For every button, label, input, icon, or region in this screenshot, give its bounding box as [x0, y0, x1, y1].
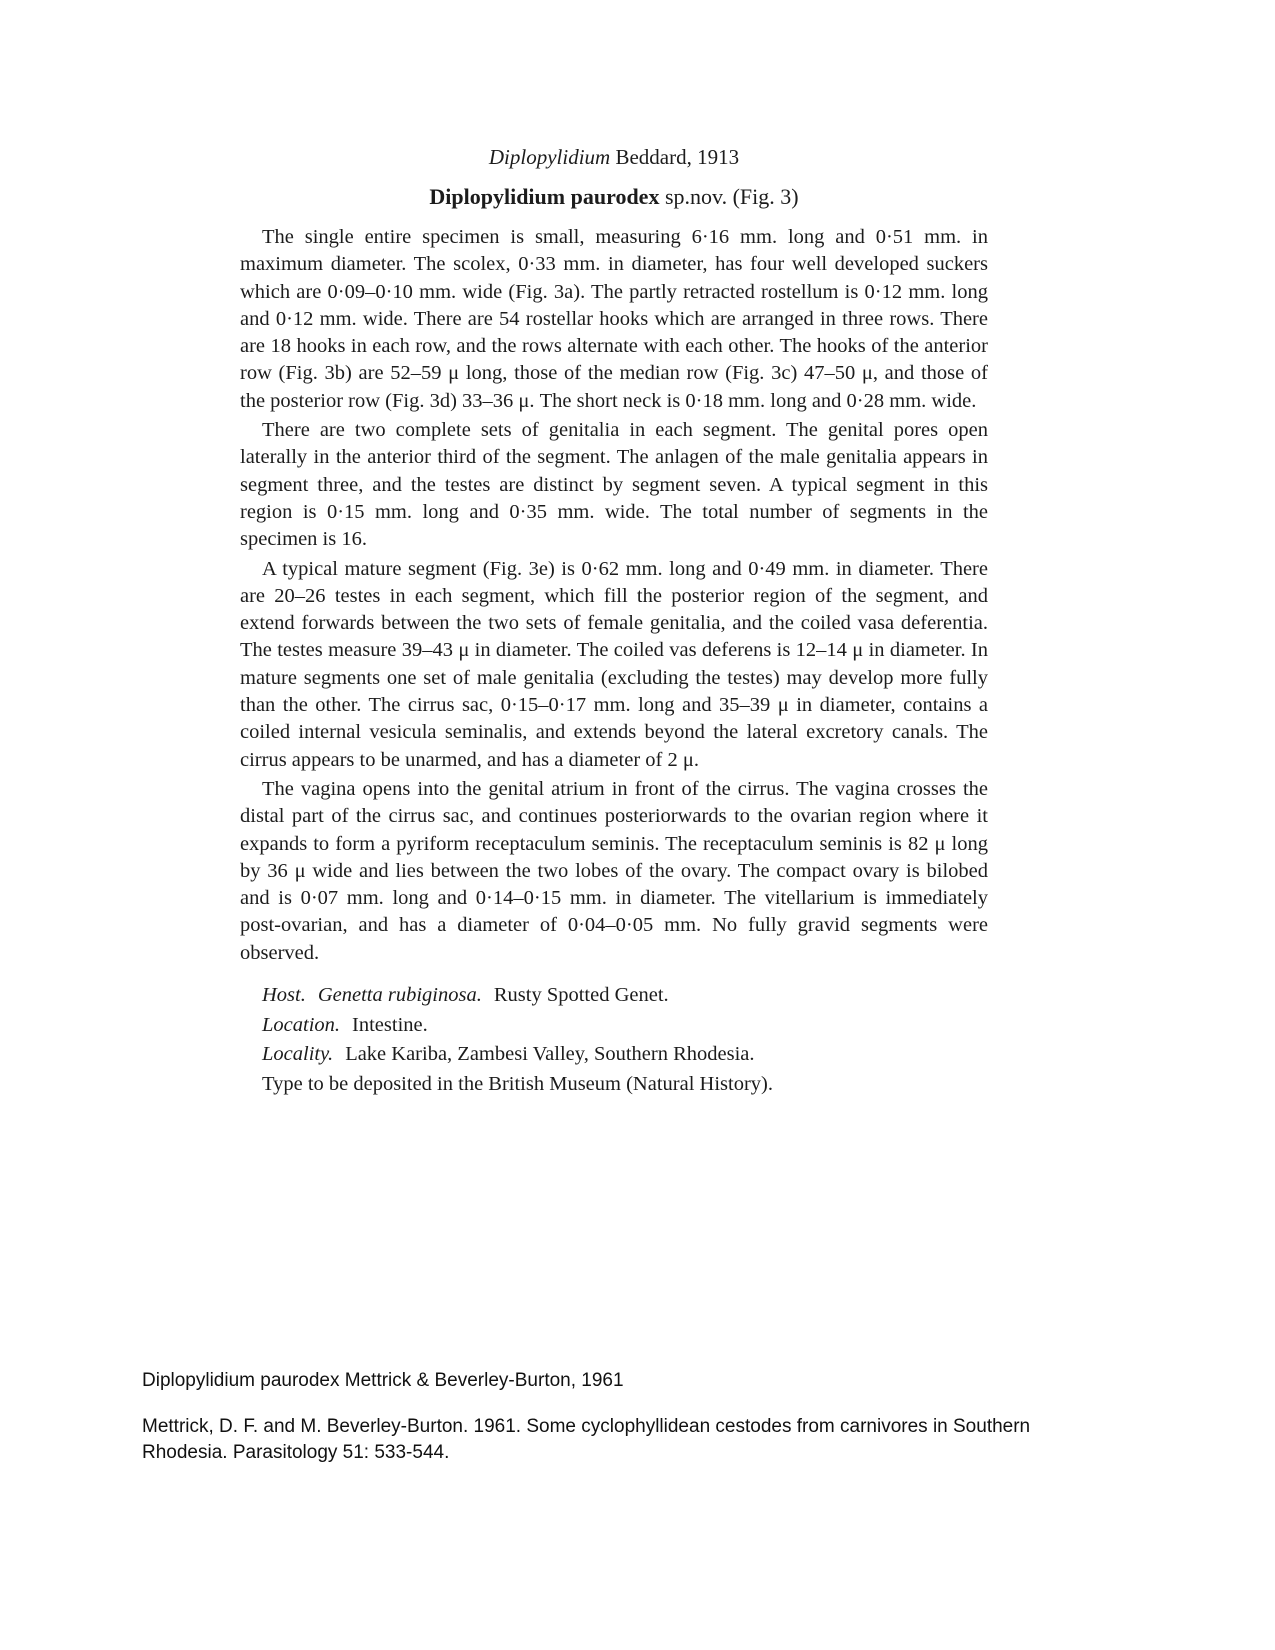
specimen-records [240, 981, 988, 1099]
paragraph-specimen-measurements: The single entire specimen is small, measuring 6·16 mm. long and 0·51 mm. in maximum diameter. The scolex, 0·33 mm. in diameter, has four well developed suckers which are 0·09–0·10 mm. wide (Fig. 3a). The partly retracted rostellum is 0·12 mm. long and 0·12 mm. wide. There are 54 rostellar hooks which are arranged in three rows. There are 18 hooks in each row, and the rows alternate with each other. The hooks of the anterior row (Fig. 3b) are 52–59 μ long, those of the median row (Fig. 3c) 47–50 μ, and those of the posterior row (Fig. 3d) 33–36 μ. The short neck is 0·18 mm. long and 0·28 mm. wide. [240, 226, 988, 412]
host-species: Genetta rubiginosa. [317, 984, 482, 1007]
typed-annotations [142, 1368, 1102, 1466]
host-common-name: Rusty Spotted Genet. [493, 984, 669, 1007]
locality-value: Lake Kariba, Zambesi Valley, Southern Rhodesia. [345, 1043, 755, 1066]
species-heading [240, 182, 988, 211]
scan-text-block [240, 143, 988, 1099]
description-text [240, 224, 988, 967]
species-designation: sp.nov. (Fig. 3) [659, 184, 799, 209]
location-label: Location. [262, 1013, 341, 1036]
type-deposit-text: Type to be deposited in the British Museum (Natural History). [262, 1072, 773, 1095]
locality-line [240, 1040, 988, 1070]
paragraph-genitalia-segments: There are two complete sets of genitalia in each segment. The genital pores open laterally in the anterior third of the segment. The anlagen of the male genitalia appears in segment three, and the testes are distinct by segment seven. A typical segment in this region is 0·15 mm. long and 0·35 mm. wide. The total number of segments in the specimen is 16. [240, 419, 988, 551]
host-line [240, 981, 988, 1011]
annotation-species-authority: Diplopylidium paurodex Mettrick & Beverley-Burton, 1961 [142, 1370, 624, 1391]
genus-heading [240, 143, 988, 171]
reference-citation: Mettrick, D. F. and M. Beverley-Burton. 1961. Some cyclophyllidean cestodes from carnivores in Southern Rhodesia. Parasitology 51: 533-544. [142, 1416, 1031, 1463]
location-value: Intestine. [352, 1013, 428, 1036]
paragraph-mature-segment: A typical mature segment (Fig. 3e) is 0·62 mm. long and 0·49 mm. in diameter. There are 20–26 testes in each segment, which fill the posterior region of the segment, and extend forwards between the two sets of female genitalia, and the coiled vasa deferentia. The testes measure 39–43 μ in diameter. The coiled vas deferens is 12–14 μ in diameter. In mature segments one set of male genitalia (excluding the testes) may develop more fully than the other. The cirrus sac, 0·15–0·17 mm. long and 35–39 μ in diameter, contains a coiled internal vesicula seminalis, and extends beyond the lateral excretory canals. The cirrus appears to be unarmed, and has a diameter of 2 μ. [240, 557, 988, 771]
locality-label: Locality. [262, 1043, 334, 1066]
host-label: Host. [262, 984, 306, 1007]
genus-authority: Beddard, 1913 [610, 145, 740, 169]
species-name: Diplopylidium paurodex [429, 184, 660, 209]
location-line [240, 1011, 988, 1041]
paragraph-vagina-ovary: The vagina opens into the genital atrium in front of the cirrus. The vagina crosses the distal part of the cirrus sac, and continues posteriorwards to the ovarian region where it expands to form a pyriform receptaculum seminis. The receptaculum seminis is 82 μ long by 36 μ wide and lies between the two lobes of the ovary. The compact ovary is bilobed and is 0·07 mm. long and 0·14–0·15 mm. in diameter. The vitellarium is immediately post-ovarian, and has a diameter of 0·04–0·05 mm. No fully gravid segments were observed. [240, 777, 988, 964]
genus-name: Diplopylidium [488, 145, 611, 169]
type-deposit-line [240, 1070, 988, 1100]
